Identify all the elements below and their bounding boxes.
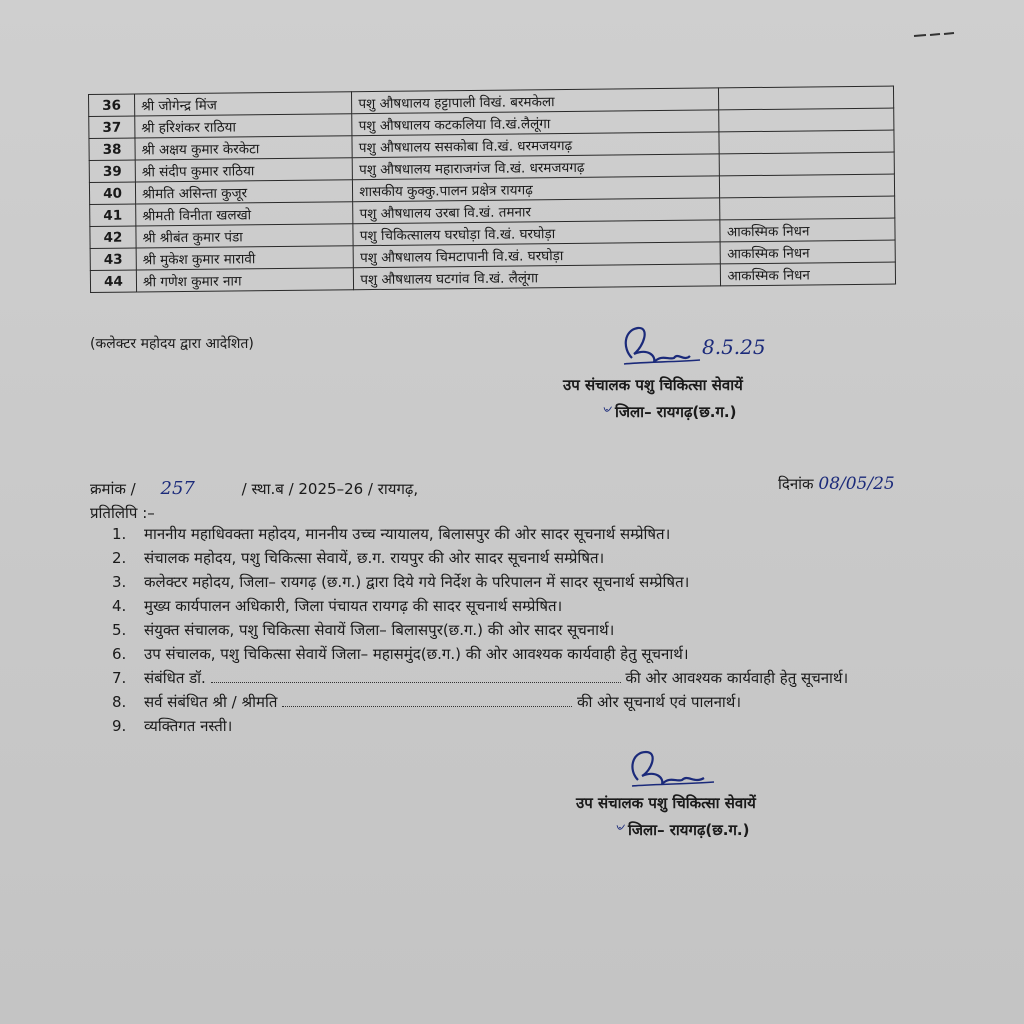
list-item: 1. माननीय महाधिवक्ता महोदय, माननीय उच्च न्यायालय, बिलासपुर की ओर सादर सूचनार्थ सम्प्रेषित।	[112, 525, 671, 543]
reference-prefix: क्रमांक /	[90, 480, 136, 498]
row-name: श्री श्रीबंत कुमार पंडा	[136, 224, 354, 248]
pen-tick-1: ৺	[601, 402, 611, 421]
date-label: दिनांक	[778, 475, 814, 493]
row-remark	[720, 152, 895, 176]
row-remark	[719, 86, 894, 110]
row-name: श्रीमती विनीता खलखो	[136, 202, 354, 226]
row-posting: पशु चिकित्सालय घरघोड़ा वि.खं. घरघोड़ा	[353, 220, 720, 246]
order-note: (कलेक्टर महोदय द्वारा आदेशित)	[90, 336, 254, 352]
signature-1	[604, 318, 794, 380]
row-remark: आकस्मिक निधन	[721, 240, 896, 264]
row-number: 41	[90, 204, 136, 226]
row-remark	[720, 196, 895, 220]
row-name: श्री गणेश कुमार नाग	[136, 268, 354, 292]
row-posting: पशु औषधालय ससकोबा वि.खं. धरमजयगढ़	[352, 132, 719, 158]
list-item: 4. मुख्य कार्यपालन अधिकारी, जिला पंचायत रायगढ़ की सादर सूचनार्थ सम्प्रेषित।	[112, 597, 563, 615]
row-remark: आकस्मिक निधन	[720, 218, 895, 242]
row-name: श्री अक्षय कुमार केरकेटा	[135, 136, 353, 160]
row-number: 40	[89, 182, 135, 204]
list-item: 8. सर्व संबंधित श्री / श्रीमति की ओर सूचनार्थ एवं पालनार्थ।	[112, 693, 742, 711]
row-posting: पशु औषधालय महाराजगंज वि.खं. धरमजयगढ़	[352, 154, 719, 180]
reference-number: 257	[160, 478, 195, 499]
row-name: श्री हरिशंकर राठिया	[135, 114, 353, 138]
row-number: 44	[90, 270, 136, 292]
signatory-1-block	[563, 372, 743, 426]
row-name: श्री जोगेन्द्र मिंज	[135, 92, 353, 116]
signatory-1-district: जिला– रायगढ़(छ.ग.)	[615, 403, 737, 421]
list-item: 2. संचालक महोदय, पशु चिकित्सा सेवायें, छ.ग. रायपुर की ओर सादर सूचनार्थ सम्प्रेषित।	[112, 549, 605, 567]
list-item: 7. संबंधित डॉ. की ओर आवश्यक कार्यवाही हेतु सूचनार्थ।	[112, 669, 849, 687]
signatory-1-title: उप संचालक पशु चिकित्सा सेवायें	[563, 376, 743, 394]
blank-line	[211, 669, 621, 683]
row-posting: पशु औषधालय चिमटापानी वि.खं. घरघोड़ा	[353, 242, 720, 268]
row-remark	[719, 108, 894, 132]
staff-table	[88, 86, 896, 293]
blank-line	[282, 693, 572, 707]
signature-1-date: 8.5.25	[702, 335, 766, 359]
signatory-2-title: उप संचालक पशु चिकित्सा सेवायें	[576, 794, 756, 812]
reference-rest: / स्था.ब / 2025–26 / रायगढ़,	[241, 480, 419, 498]
pen-tick-2: ৺	[614, 820, 624, 839]
copy-list	[112, 522, 972, 738]
row-posting: शासकीय कुक्कु.पालन प्रक्षेत्र रायगढ़	[353, 176, 720, 202]
row-number: 36	[89, 94, 135, 116]
row-number: 37	[89, 116, 135, 138]
signatory-2-district: जिला– रायगढ़(छ.ग.)	[628, 821, 750, 839]
pen-mark	[912, 32, 956, 38]
row-number: 42	[90, 226, 136, 248]
copy-label: प्रतिलिपि :–	[90, 504, 155, 522]
row-posting: पशु औषधालय कटकलिया वि.खं.लैलूंगा	[352, 110, 719, 136]
date-line	[778, 474, 895, 494]
row-name: श्री मुकेश कुमार मारावी	[136, 246, 354, 270]
list-item: 3. कलेक्टर महोदय, जिला– रायगढ़ (छ.ग.) द्वारा दिये गये निर्देश के परिपालन में सादर सूचनार्थ सम्प्रेषित।	[112, 573, 690, 591]
row-number: 38	[89, 138, 135, 160]
list-item: 9. व्यक्तिगत नस्ती।	[112, 717, 233, 735]
date-value: 08/05/25	[818, 474, 895, 494]
row-remark: आकस्मिक निधन	[721, 262, 896, 286]
row-posting: पशु औषधालय हट्टापाली विखं. बरमकेला	[352, 88, 719, 114]
reference-line	[90, 478, 418, 499]
row-name: श्रीमति असिन्ता कुजूर	[135, 180, 353, 204]
row-posting: पशु औषधालय घटगांव वि.खं. लैलूंगा	[354, 264, 721, 290]
row-number: 39	[89, 160, 135, 182]
signatory-2-block	[576, 790, 756, 844]
row-number: 43	[90, 248, 136, 270]
row-remark	[719, 130, 894, 154]
list-item: 5. संयुक्त संचालक, पशु चिकित्सा सेवायें जिला– बिलासपुर(छ.ग.) की ओर सादर सूचनार्थ।	[112, 621, 615, 639]
row-posting: पशु औषधालय उरबा वि.खं. तमनार	[353, 198, 720, 224]
row-remark	[720, 174, 895, 198]
list-item: 6. उप संचालक, पशु चिकित्सा सेवायें जिला– महासमुंद(छ.ग.) की ओर आवश्यक कार्यवाही हेतु सूचनार्थ।	[112, 645, 689, 663]
row-name: श्री संदीप कुमार राठिया	[135, 158, 353, 182]
